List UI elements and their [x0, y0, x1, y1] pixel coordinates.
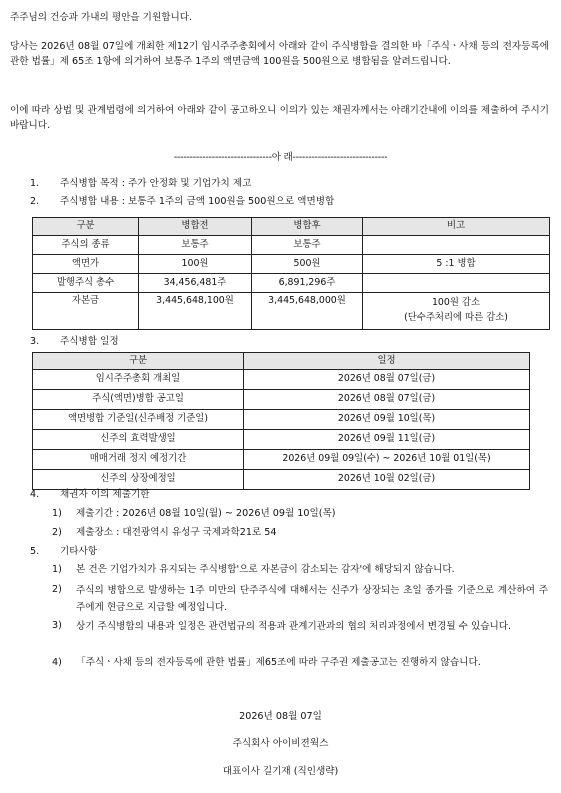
list-text: 기타사항 — [60, 546, 98, 557]
sub-text: 제출장소 : 대전광역시 유성구 국제과학21로 54 — [76, 527, 277, 538]
notice-date: 2026년 08월 07일 — [239, 711, 322, 722]
table-cell: 발행주식 총수 — [33, 274, 139, 293]
list-item-others — [30, 546, 97, 559]
other-item-number: 4) — [52, 657, 62, 668]
table-row — [33, 390, 530, 410]
table-header: 비고 — [363, 218, 550, 236]
other-item-number: 1) — [52, 564, 62, 575]
list-item-objection — [30, 489, 150, 502]
list-text: 주식병합 내용 : 보통주 1주의 금액 100원을 500원으로 액면병합 — [60, 196, 335, 207]
table-row — [33, 274, 550, 293]
objection-place — [52, 527, 276, 540]
table-header-row — [33, 353, 530, 370]
table-cell: 500원 — [252, 255, 363, 274]
table-cell-remarks — [363, 293, 550, 330]
table-cell: 2026년 09월 09일(수) ~ 2026년 10월 01일(목) — [244, 450, 530, 470]
table-cell: 2026년 10월 02일(금) — [244, 470, 530, 490]
table-cell: 2026년 08월 07일(금) — [244, 390, 530, 410]
list-number: 1. — [30, 178, 40, 189]
table-header: 일정 — [244, 353, 530, 370]
list-number: 2. — [30, 196, 40, 207]
list-number: 4. — [30, 489, 40, 500]
other-item-text: 상기 주식병합의 내용과 일정은 관련법규의 적용과 관계기관과의 협의 처리과정에서 변경될 수 있습니다. — [76, 621, 512, 632]
list-number: 3. — [30, 336, 40, 347]
table-header: 병합전 — [139, 218, 252, 236]
list-item-purpose — [30, 178, 251, 191]
table-row — [33, 255, 550, 274]
other-item-text: 주식의 병합으로 발생하는 1주 미만의 단주주식에 대해서는 신주가 상장되는 초일 종가를 기준으로 계산하여 주주에게 현금으로 지급할 예정입니다. — [76, 585, 548, 614]
announcement-paragraph: 당사는 2026년 08월 07일에 개최한 제12기 임시주주총회에서 아래와 같이 주식병합을 결의한 바「주식ㆍ사채 등의 전자등록에 관한 법률」제 65조 1항에 의거하여 보통주 1주의 액면금액 100원을 500원으로 병합됨을 알려드립니다. — [10, 41, 549, 67]
table-cell: 액면가 — [33, 255, 139, 274]
table-cell: 주식의 종류 — [33, 236, 139, 255]
objection-period — [52, 508, 336, 521]
list-text: 주식병합 목적 : 주가 안정화 및 기업가치 제고 — [60, 178, 252, 189]
table-cell: 보통주 — [252, 236, 363, 255]
table-header: 병합후 — [252, 218, 363, 236]
table-row — [33, 236, 550, 255]
list-item-content — [30, 196, 334, 209]
other-item-text: 본 건은 기업가치가 유지되는 주식병합'으로 자본금이 감소되는 감자'에 해당되지 않습니다. — [76, 564, 455, 575]
table-row — [33, 293, 550, 330]
remark-note: (단수주처리에 따른 감소) — [404, 312, 508, 324]
list-item-schedule — [30, 336, 119, 349]
other-item-text: 「주식ㆍ사채 등의 전자등록에 관한 법률」제65조에 따라 구주권 제출공고는 진행하지 않습니다. — [76, 657, 481, 668]
table-cell: 100원 — [139, 255, 252, 274]
sub-number: 2) — [52, 527, 62, 538]
ceo-signature: 대표이사 길기재 (직인생략) — [222, 766, 339, 777]
table-cell: 2026년 08월 07일(금) — [244, 370, 530, 390]
table-row — [33, 450, 530, 470]
table-cell: 보통주 — [139, 236, 252, 255]
table-header: 구분 — [33, 218, 139, 236]
table-cell: 6,891,296주 — [252, 274, 363, 293]
list-number: 5. — [30, 546, 40, 557]
table-cell: 액면병합 기준일(신주배정 기준일) — [33, 410, 244, 430]
table-cell — [363, 236, 550, 255]
table-header-row — [33, 218, 550, 236]
sub-text: 제출기간 : 2026년 08월 10일(월) ~ 2026년 09월 10일(목) — [76, 508, 336, 519]
table-cell: 3,445,648,000원 — [252, 293, 363, 330]
table-row — [33, 410, 530, 430]
table-row — [33, 370, 530, 390]
list-text: 주식병합 일정 — [60, 336, 119, 347]
table-cell: 자본금 — [33, 293, 139, 330]
table-cell: 주식(액면)병합 공고일 — [33, 390, 244, 410]
table-cell — [363, 274, 550, 293]
table-cell: 신주의 상장예정일 — [33, 470, 244, 490]
other-item-number: 2) — [52, 584, 62, 595]
table-header: 구분 — [33, 353, 244, 370]
company-name: 주식회사 아이비젼웍스 — [232, 738, 329, 749]
table-cell: 2026년 09월 11일(금) — [244, 430, 530, 450]
table-row — [33, 470, 530, 490]
table-cell: 34,456,481주 — [139, 274, 252, 293]
table-row — [33, 430, 530, 450]
other-item-number: 3) — [52, 620, 62, 631]
schedule-table — [32, 352, 530, 490]
table-cell: 신주의 효력발생일 — [33, 430, 244, 450]
table-cell: 매매거래 정지 예정기간 — [33, 450, 244, 470]
greeting: 주주님의 건승과 가내의 평안을 기원합니다. — [10, 12, 193, 23]
list-text: 채권자 이의 제출기한 — [60, 489, 150, 500]
section-divider: -------------------------------아 래------------------------------ — [173, 152, 388, 163]
table-cell: 임시주주총회 개최일 — [33, 370, 244, 390]
objection-notice-paragraph: 이에 따라 상법 및 관계법령에 의거하여 아래와 같이 공고하오니 이의가 있는 채권자께서는 아래기간내에 이의를 제출하여 주시기 바랍니다. — [10, 105, 549, 131]
table-cell: 2026년 09월 10일(목) — [244, 410, 530, 430]
table-cell: 5 :1 병합 — [363, 255, 550, 274]
table-cell: 3,445,648,100원 — [139, 293, 252, 330]
merger-details-table — [32, 217, 550, 330]
sub-number: 1) — [52, 508, 62, 519]
remark-text: 100원 감소 — [431, 297, 481, 308]
